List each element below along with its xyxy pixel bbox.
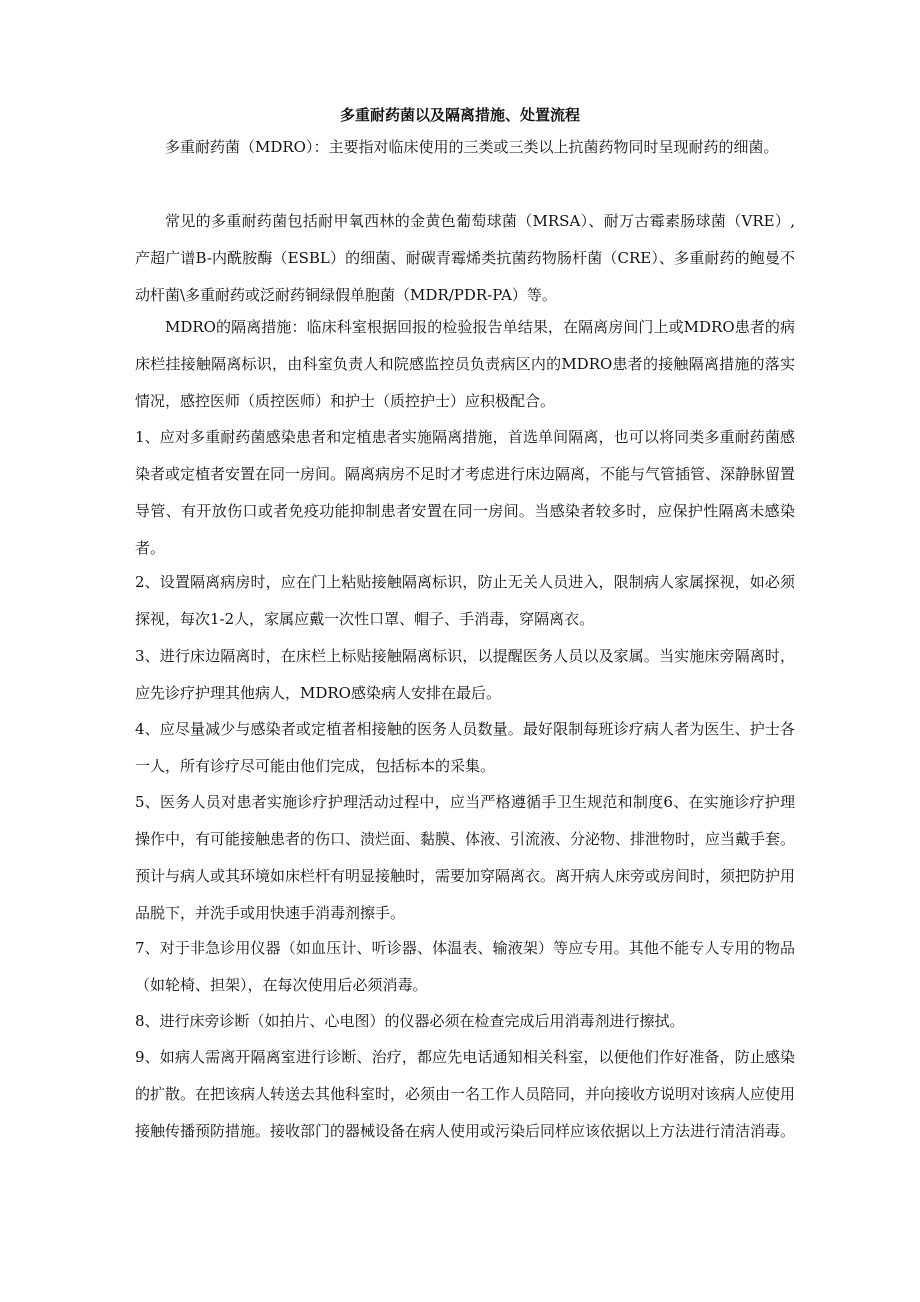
list-item-7: 7、对于非急诊用仪器（如血压计、听诊器、体温表、输液架）等应专用。其他不能专人专用的物品（如轮椅、担架），在每次使用后必须消毒。 [135, 939, 795, 994]
document-title: 多重耐药菌以及隔离措施、处置流程 [339, 106, 580, 124]
paragraph-isolation-measures: MDRO的隔离措施：临床科室根据回报的检验报告单结果，在隔离房间门上或MDRO患者的病床栏挂接触隔离标识，由科室负责人和院感监控员负责病区内的MDRO患者的接触隔离措施的落实情况，感控医师（质控医师）和护士（质控护士）应积极配合。 [135, 318, 795, 410]
list-item-3: 3、进行床边隔离时，在床栏上标贴接触隔离标识，以提醒医务人员以及家属。当实施床旁隔离时，应先诊疗护理其他病人，MDRO感染病人安排在最后。 [135, 647, 795, 702]
list-item-9: 9、如病人需离开隔离室进行诊断、治疗，都应先电话通知相关科室，以便他们作好准备，防止感染的扩散。在把该病人转送去其他科室时，必须由一名工作人员陪同，并向接收方说明对该病人应使用接触传播预防措施。接收部门的器械设备在病人使用或污染后同样应该依据以上方法进行清洁消毒。 [135, 1048, 796, 1140]
list-item-4: 4、应尽量减少与感染者或定植者相接触的医务人员数量。最好限制每班诊疗病人者为医生、护士各一人，所有诊疗尽可能由他们完成，包括标本的采集。 [135, 720, 795, 775]
list-item-8: 8、进行床旁诊断（如拍片、心电图）的仪器必须在检查完成后用消毒剂进行擦拭。 [135, 1012, 685, 1030]
list-item-2: 2、设置隔离病房时，应在门上粘贴接触隔离标识，防止无关人员进入，限制病人家属探视，如必须探视，每次1-2人，家属应戴一次性口罩、帽子、手消毒，穿隔离衣。 [135, 573, 795, 628]
list-item-5: 5、医务人员对患者实施诊疗护理活动过程中，应当严格遵循手卫生规范和制度6、在实施诊疗护理操作中，有可能接触患者的伤口、溃烂面、黏膜、体液、引流液、分泌物、排泄物时，应当戴手套。预计与病人或其环境如床栏杆有明显接触时，需要加穿隔离衣。离开病人床旁或房间时，须把防护用品脱下，并洗手或用快速手消毒剂擦手。 [135, 793, 796, 922]
paragraph-common-mdro: 常见的多重耐药菌包括耐甲氧西林的金黄色葡萄球菌（MRSA）、耐万古霉素肠球菌（VRE）,产超广谱B-内酰胺酶（ESBL）的细菌、耐碳青霉烯类抗菌药物肠杆菌（CRE）、多重耐药的鲍曼不动杆菌\多重耐药或泛耐药铜绿假单胞菌（MDR/PDR-PA）等。 [135, 212, 795, 304]
list-item-1: 1、应对多重耐药菌感染患者和定植患者实施隔离措施，首选单间隔离，也可以将同类多重耐药菌感染者或定植者安置在同一房间。隔离病房不足时才考虑进行床边隔离，不能与气管插管、深静脉留置导管、有开放伤口或者免疫功能抑制患者安置在同一房间。当感染者较多时，应保护性隔离未感染者。 [135, 428, 796, 557]
paragraph-mdro-definition: 多重耐药菌（MDRO）：主要指对临床使用的三类或三类以上抗菌药物同时呈现耐药的细菌。 [165, 138, 779, 156]
